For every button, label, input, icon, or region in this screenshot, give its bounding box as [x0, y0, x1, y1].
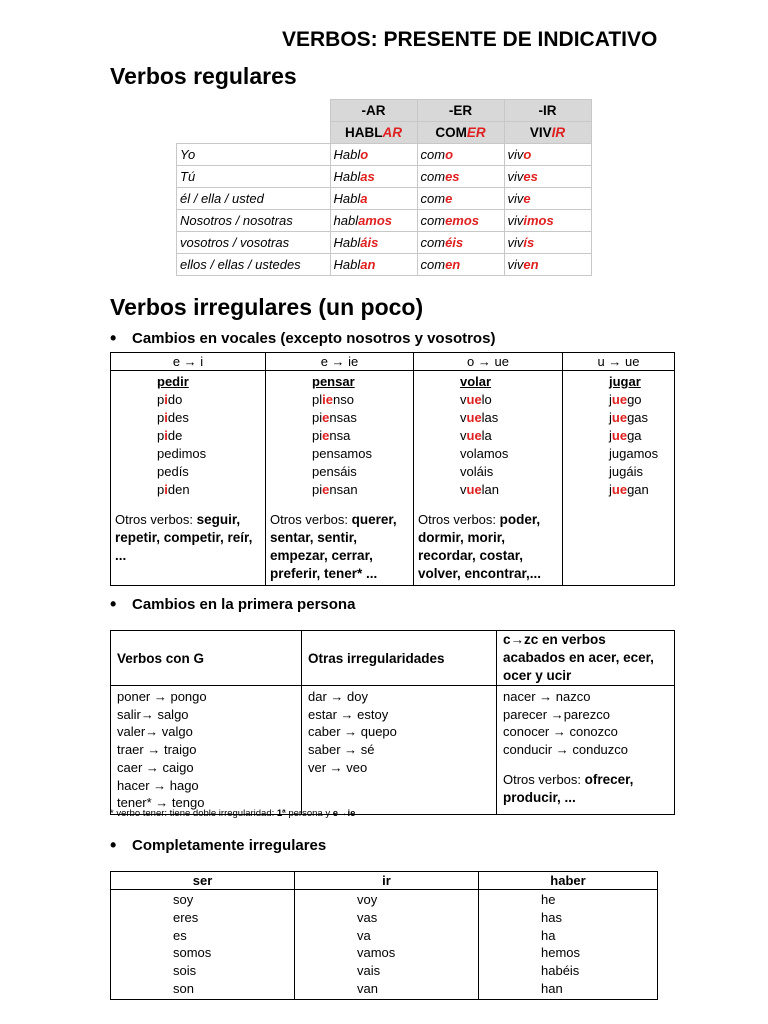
header-otras: Otras irregularidades [302, 631, 497, 686]
list-item: somos [173, 945, 212, 961]
conjugation-list [567, 373, 670, 499]
regular-verbs-table [176, 99, 592, 276]
infinitive-hablar: HABLAR [330, 122, 417, 144]
conjugation-er [417, 166, 504, 188]
conjugation: vuelas [460, 410, 499, 425]
stem: viv [507, 191, 524, 206]
conjugation-list [115, 373, 261, 499]
stem: Habl [333, 191, 361, 206]
conjugation: pedís [157, 464, 189, 479]
vowel-col [563, 371, 675, 586]
header-e-i: e → i [111, 353, 266, 371]
list-item: tener* → tengo [117, 795, 205, 811]
vowel-change-table [110, 352, 675, 586]
conjugation-ir [504, 188, 591, 210]
conjugation: juego [609, 392, 642, 407]
conjugation-list [418, 373, 558, 499]
conjugation: pide [157, 428, 183, 443]
list-item: han [541, 980, 563, 996]
header-ir: ir [295, 872, 479, 890]
ending-er: -ER [417, 100, 504, 122]
conjugation-ir [504, 254, 591, 276]
list-item: habéis [541, 963, 580, 979]
list-item: van [357, 980, 378, 996]
stem: viv [507, 213, 524, 228]
ending: en [445, 257, 461, 272]
list-item: saber → sé [308, 742, 375, 758]
ending: an [360, 257, 376, 272]
list-item: parecer →parezco [503, 706, 610, 722]
header-u-ue: u → ue [563, 353, 675, 371]
pronoun-cell: vosotros / vosotras [177, 232, 331, 254]
conjugation: piden [157, 482, 190, 497]
header-verbos-g: Verbos con G [111, 631, 302, 686]
conjugation: voláis [460, 464, 494, 479]
list-item: sois [173, 963, 197, 979]
stem: Habl [333, 169, 361, 184]
conjugation: piensan [312, 482, 358, 497]
list-item: poner → pongo [117, 689, 207, 704]
pronoun-cell: Yo [177, 144, 331, 166]
conjugation: vuela [460, 428, 492, 443]
conjugation-er [417, 254, 504, 276]
conjugation-er [417, 210, 504, 232]
ending: a [360, 191, 368, 206]
list-item: vas [357, 909, 378, 925]
list-item: eres [173, 909, 199, 925]
infinitive-comer: COMER [417, 122, 504, 144]
stem: com [420, 191, 446, 206]
conjugation-ar [330, 232, 417, 254]
regular-row [177, 166, 592, 188]
ending: amos [358, 213, 393, 228]
conjugation-ir [504, 144, 591, 166]
czc-list [503, 688, 668, 759]
stem: com [420, 257, 446, 272]
list-item: ver → veo [308, 759, 368, 775]
header-ser: ser [111, 872, 295, 890]
vowel-col [414, 371, 563, 586]
ending-ir: -IR [504, 100, 591, 122]
infinitive: pensar [312, 374, 355, 389]
infinitive-vivir: VIVIR [504, 122, 591, 144]
header-czc: c→zc en verbos acabados en acer, ecer, ocer y ucir [497, 631, 675, 686]
stem: com [420, 213, 446, 228]
ending: áis [360, 235, 379, 250]
conjugation: juega [609, 428, 642, 443]
ending: es [523, 169, 538, 184]
list-item: ha [541, 927, 556, 943]
conjugation: pides [157, 410, 189, 425]
regular-row [177, 188, 592, 210]
ending-ar: -AR [330, 100, 417, 122]
ending: emos [445, 213, 480, 228]
regular-row [177, 254, 592, 276]
otros-verbos: Otros verbos: poder, dormir, morir, recordar, costar, volver, encontrar,... [418, 512, 542, 581]
ending: e [445, 191, 453, 206]
stem: viv [507, 147, 524, 162]
czc-cell [497, 686, 675, 815]
ser-list [111, 890, 295, 1000]
conjugation: plienso [312, 392, 354, 407]
conjugation: volamos [460, 446, 509, 461]
ending: es [445, 169, 460, 184]
pronoun-cell: él / ella / usted [177, 188, 331, 210]
stem: habl [333, 213, 359, 228]
ending: o [445, 147, 454, 162]
list-item: conducir → conduzco [503, 742, 629, 758]
list-item: es [173, 927, 187, 943]
conjugation: pensáis [312, 464, 357, 479]
ending: as [360, 169, 375, 184]
conjugation: vuelan [460, 482, 500, 497]
ending: e [523, 191, 531, 206]
list-item: voy [357, 892, 378, 907]
list-item: valer→ valgo [117, 724, 193, 740]
list-item: son [173, 980, 194, 996]
conjugation-ir [504, 210, 591, 232]
pronoun-cell: ellos / ellas / ustedes [177, 254, 331, 276]
list-item: has [541, 909, 562, 925]
regular-row [177, 210, 592, 232]
stem: Habl [333, 257, 361, 272]
list-item: soy [173, 892, 194, 907]
conjugation-er [417, 144, 504, 166]
conjugation-ar [330, 210, 417, 232]
stem: com [420, 169, 446, 184]
list-item: vamos [357, 945, 396, 961]
ending: en [523, 257, 539, 272]
conjugation-er [417, 232, 504, 254]
bullet-complete-irregular: • Completamente irregulares [132, 837, 326, 854]
footnote: * verbo tener: tiene doble irregularidad: 1ª persona y e→ie [110, 808, 356, 819]
ir-list [295, 890, 479, 1000]
ending: éis [445, 235, 464, 250]
first-person-table [110, 630, 675, 815]
complete-irregular-table [110, 871, 658, 1000]
page-title: VERBOS: PRESENTE DE INDICATIVO [282, 28, 658, 51]
conjugation-er [417, 188, 504, 210]
verbos-g-list [111, 686, 302, 815]
stem: com [420, 235, 446, 250]
list-item: vais [357, 963, 381, 979]
conjugation-ir [504, 166, 591, 188]
infinitive: jugar [609, 374, 641, 389]
otros-verbos: Otros verbos: seguir, repetir, competir, reír, ... [115, 512, 253, 563]
list-item: dar → doy [308, 689, 368, 704]
otros-verbos: Otros verbos: querer, sentar, sentir, empezar, cerrar, preferir, tener* ... [270, 512, 397, 581]
list-item: caer → caigo [117, 759, 194, 775]
conjugation-ar [330, 166, 417, 188]
conjugation: juegas [609, 410, 649, 425]
conjugation: jugáis [609, 464, 643, 479]
list-item: va [357, 927, 371, 943]
pronoun-cell: Nosotros / nosotras [177, 210, 331, 232]
stem: com [420, 147, 446, 162]
conjugation: pensamos [312, 446, 372, 461]
list-item: hacer → hago [117, 777, 199, 793]
conjugation: juegan [609, 482, 649, 497]
pronoun-cell: Tú [177, 166, 331, 188]
conjugation-ar [330, 188, 417, 210]
conjugation: jugamos [609, 446, 659, 461]
stem: viv [507, 169, 524, 184]
regular-heading: Verbos regulares [110, 63, 297, 89]
regular-row [177, 232, 592, 254]
czc-otros: Otros verbos: ofrecer, producir, ... [503, 771, 634, 805]
infinitive: volar [460, 374, 492, 389]
conjugation: pedimos [157, 446, 207, 461]
header-o-ue: o → ue [414, 353, 563, 371]
stem: viv [507, 257, 524, 272]
conjugation-ar [330, 144, 417, 166]
stem: Habl [333, 235, 361, 250]
vowel-col [266, 371, 414, 586]
stem: Habl [333, 147, 361, 162]
haber-list [479, 890, 658, 1000]
conjugation-ar [330, 254, 417, 276]
bullet-first-person: • Cambios en la primera persona [132, 596, 355, 613]
regular-row [177, 144, 592, 166]
vowel-col [111, 371, 266, 586]
conjugation: piensa [312, 428, 351, 443]
list-item: salir→ salgo [117, 706, 189, 722]
conjugation: vuelo [460, 392, 492, 407]
ending: o [360, 147, 369, 162]
ending: o [523, 147, 532, 162]
irregular-heading: Verbos irregulares (un poco) [110, 294, 424, 320]
list-item: traer → traigo [117, 742, 197, 758]
conjugation-list [270, 373, 409, 499]
list-item: hemos [541, 945, 581, 961]
list-item: conocer → conozco [503, 724, 618, 740]
header-haber: haber [479, 872, 658, 890]
ending: ís [523, 235, 535, 250]
conjugation: pido [157, 392, 183, 407]
list-item: estar → estoy [308, 706, 389, 722]
otras-list [302, 686, 497, 815]
header-e-ie: e → ie [266, 353, 414, 371]
conjugation-ir [504, 232, 591, 254]
list-item: nacer → nazco [503, 689, 591, 704]
list-item: caber → quepo [308, 724, 397, 740]
list-item: he [541, 892, 556, 907]
conjugation: piensas [312, 410, 357, 425]
stem: viv [507, 235, 524, 250]
infinitive: pedir [157, 374, 189, 389]
ending: imos [523, 213, 554, 228]
bullet-vowel-changes: • Cambios en vocales (excepto nosotros y vosotros) [132, 330, 495, 347]
